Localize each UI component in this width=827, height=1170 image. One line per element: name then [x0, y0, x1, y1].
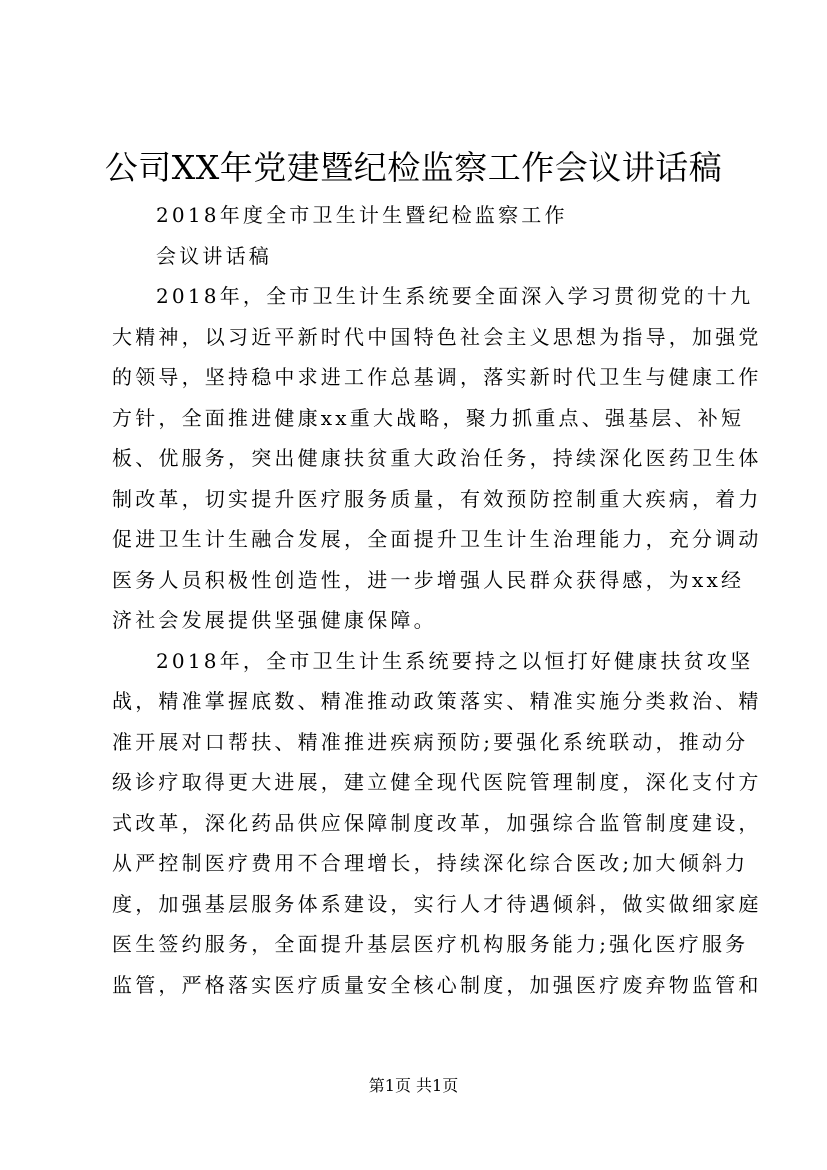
paragraph-2-line: 医生签约服务，全面提升基层医疗机构服务能力;强化医疗服务 [112, 932, 749, 956]
subtitle-line: 会议讲话稿 [156, 243, 272, 268]
paragraph-2-line: 式改革，深化药品供应保障制度改革，加强综合监管制度建设， [112, 810, 762, 835]
paragraph-1-line: 济社会发展提供坚强健康保障。 [112, 608, 437, 632]
paragraph-2-line: 2018年，全市卫生计生系统要持之以恒打好健康扶贫攻坚 [156, 648, 754, 673]
paragraph-1-line: 医务人员积极性创造性，进一步增强人民群众获得感，为xx经 [112, 567, 745, 592]
paragraph-2-line: 级诊疗取得更大进展，建立健全现代医院管理制度，深化支付方 [112, 770, 762, 794]
paragraph-1-line: 制改革，切实提升医疗服务质量，有效预防控制重大疾病，着力 [112, 486, 762, 511]
paragraph-2-line: 监管，严格落实医疗质量安全核心制度，加强医疗废弃物监管和 [112, 972, 762, 997]
paragraph-1-line: 板、优服务，突出健康扶贫重大政治任务，持续深化医药卫生体 [112, 446, 762, 470]
page-number-footer: 第1页 共1页 [368, 1076, 459, 1095]
paragraph-2-line: 度，加强基层服务体系建设，实行人才待遇倾斜，做实做细家庭 [112, 891, 762, 916]
paragraph-1-line: 方针，全面推进健康xx重大战略，聚力抓重点、强基层、补短 [112, 405, 745, 430]
document-title: 公司XX年党建暨纪检监察工作会议讲话稿 [104, 148, 723, 187]
paragraph-2-line: 战，精准掌握底数、精准推动政策落实、精准实施分类救治、精 [112, 689, 762, 713]
paragraph-1-line: 2018年，全市卫生计生系统要全面深入学习贯彻党的十九 [156, 284, 754, 308]
paragraph-1-line: 的领导，坚持稳中求进工作总基调，落实新时代卫生与健康工作 [112, 365, 762, 389]
paragraph-1-line: 促进卫生计生融合发展，全面提升卫生计生治理能力，充分调动 [112, 527, 762, 551]
document-body [112, 195, 762, 1005]
paragraph-2-line: 准开展对口帮扶、精准推进疾病预防;要强化系统联动，推动分 [112, 729, 749, 754]
paragraph-2-line: 从严控制医疗费用不合理增长，持续深化综合医改;加大倾斜力 [112, 851, 749, 875]
paragraph-1-line: 大精神，以习近平新时代中国特色社会主义思想为指导，加强党 [112, 324, 762, 349]
subtitle-line: 2018年度全市卫生计生暨纪检监察工作 [156, 203, 568, 227]
